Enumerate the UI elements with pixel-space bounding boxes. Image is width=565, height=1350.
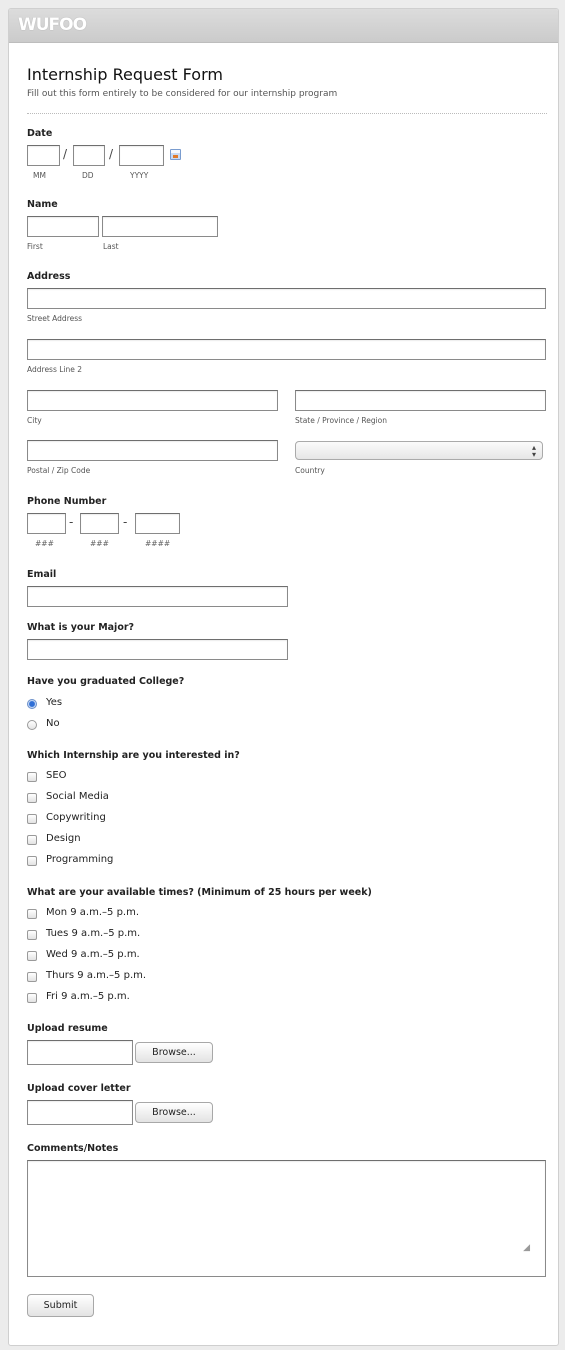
submit-button[interactable]: Submit [27,1294,94,1317]
date-year-sublabel: YYYY [130,171,149,180]
email-input[interactable] [27,586,288,607]
title-divider [27,113,547,114]
graduated-no-label[interactable]: No [46,718,60,729]
time-wed-checkbox[interactable] [27,951,37,961]
cover-letter-file-input[interactable] [27,1100,133,1125]
graduated-yes-radio[interactable] [27,699,37,709]
email-label: Email [27,569,57,580]
time-fri-label[interactable]: Fri 9 a.m.–5 p.m. [46,991,130,1002]
first-name-sublabel: First [27,242,43,251]
phone-separator: - [69,515,74,529]
date-label: Date [27,128,53,139]
select-arrows-icon: ▴ ▾ [531,443,536,459]
phone-line-hint: #### [145,539,171,548]
phone-prefix-input[interactable] [80,513,119,534]
graduated-no-radio[interactable] [27,720,37,730]
time-mon-checkbox[interactable] [27,909,37,919]
cover-letter-browse-button[interactable]: Browse... [135,1102,213,1123]
name-label: Name [27,199,58,210]
date-year-input[interactable] [119,145,164,166]
form-description: Fill out this form entirely to be considered for our internship program [27,89,338,99]
wufoo-logo[interactable]: WUFOO [18,15,87,35]
internship-design-checkbox[interactable] [27,835,37,845]
state-input[interactable] [295,390,546,411]
time-tues-checkbox[interactable] [27,930,37,940]
phone-area-input[interactable] [27,513,66,534]
date-separator: / [63,147,68,161]
time-wed-label[interactable]: Wed 9 a.m.–5 p.m. [46,949,140,960]
phone-prefix-hint: ### [90,539,109,548]
major-input[interactable] [27,639,288,660]
country-sublabel: Country [295,466,325,475]
internship-copywriting-label[interactable]: Copywriting [46,812,106,823]
cover-letter-label: Upload cover letter [27,1083,131,1094]
graduated-label: Have you graduated College? [27,676,185,687]
internship-programming-checkbox[interactable] [27,856,37,866]
time-thurs-label[interactable]: Thurs 9 a.m.–5 p.m. [46,970,147,981]
last-name-input[interactable] [102,216,218,237]
date-day-sublabel: DD [82,171,94,180]
city-input[interactable] [27,390,278,411]
phone-label: Phone Number [27,496,107,507]
time-tues-label[interactable]: Tues 9 a.m.–5 p.m. [46,928,141,939]
postal-code-sublabel: Postal / Zip Code [27,466,91,475]
date-month-input[interactable] [27,145,60,166]
phone-area-hint: ### [35,539,54,548]
time-thurs-checkbox[interactable] [27,972,37,982]
city-sublabel: City [27,416,42,425]
postal-code-input[interactable] [27,440,278,461]
date-separator: / [109,147,114,161]
address-line2-input[interactable] [27,339,546,360]
internship-social-media-label[interactable]: Social Media [46,791,109,802]
form-title: Internship Request Form [27,65,223,84]
calendar-icon[interactable] [170,149,181,160]
comments-textarea[interactable] [27,1160,546,1277]
times-label: What are your available times? (Minimum of 25 hours per week) [27,887,372,898]
first-name-input[interactable] [27,216,99,237]
internship-seo-checkbox[interactable] [27,772,37,782]
state-sublabel: State / Province / Region [295,416,388,425]
phone-separator: - [123,515,128,529]
internship-design-label[interactable]: Design [46,833,81,844]
street-address-sublabel: Street Address [27,314,83,323]
address-label: Address [27,271,71,282]
street-address-input[interactable] [27,288,546,309]
country-select[interactable] [295,441,543,460]
internship-programming-label[interactable]: Programming [46,854,114,865]
internship-copywriting-checkbox[interactable] [27,814,37,824]
comments-label: Comments/Notes [27,1143,119,1154]
address-line2-sublabel: Address Line 2 [27,365,83,374]
time-fri-checkbox[interactable] [27,993,37,1003]
date-month-sublabel: MM [33,171,46,180]
graduated-yes-label[interactable]: Yes [46,697,63,708]
resume-file-input[interactable] [27,1040,133,1065]
resume-label: Upload resume [27,1023,108,1034]
internship-social-media-checkbox[interactable] [27,793,37,803]
major-label: What is your Major? [27,622,135,633]
header-bar [9,9,558,43]
form-window [8,8,559,1346]
resume-browse-button[interactable]: Browse... [135,1042,213,1063]
date-day-input[interactable] [73,145,105,166]
internship-label: Which Internship are you interested in? [27,750,240,761]
time-mon-label[interactable]: Mon 9 a.m.–5 p.m. [46,907,140,918]
phone-line-input[interactable] [135,513,180,534]
last-name-sublabel: Last [103,242,119,251]
internship-seo-label[interactable]: SEO [46,770,67,781]
